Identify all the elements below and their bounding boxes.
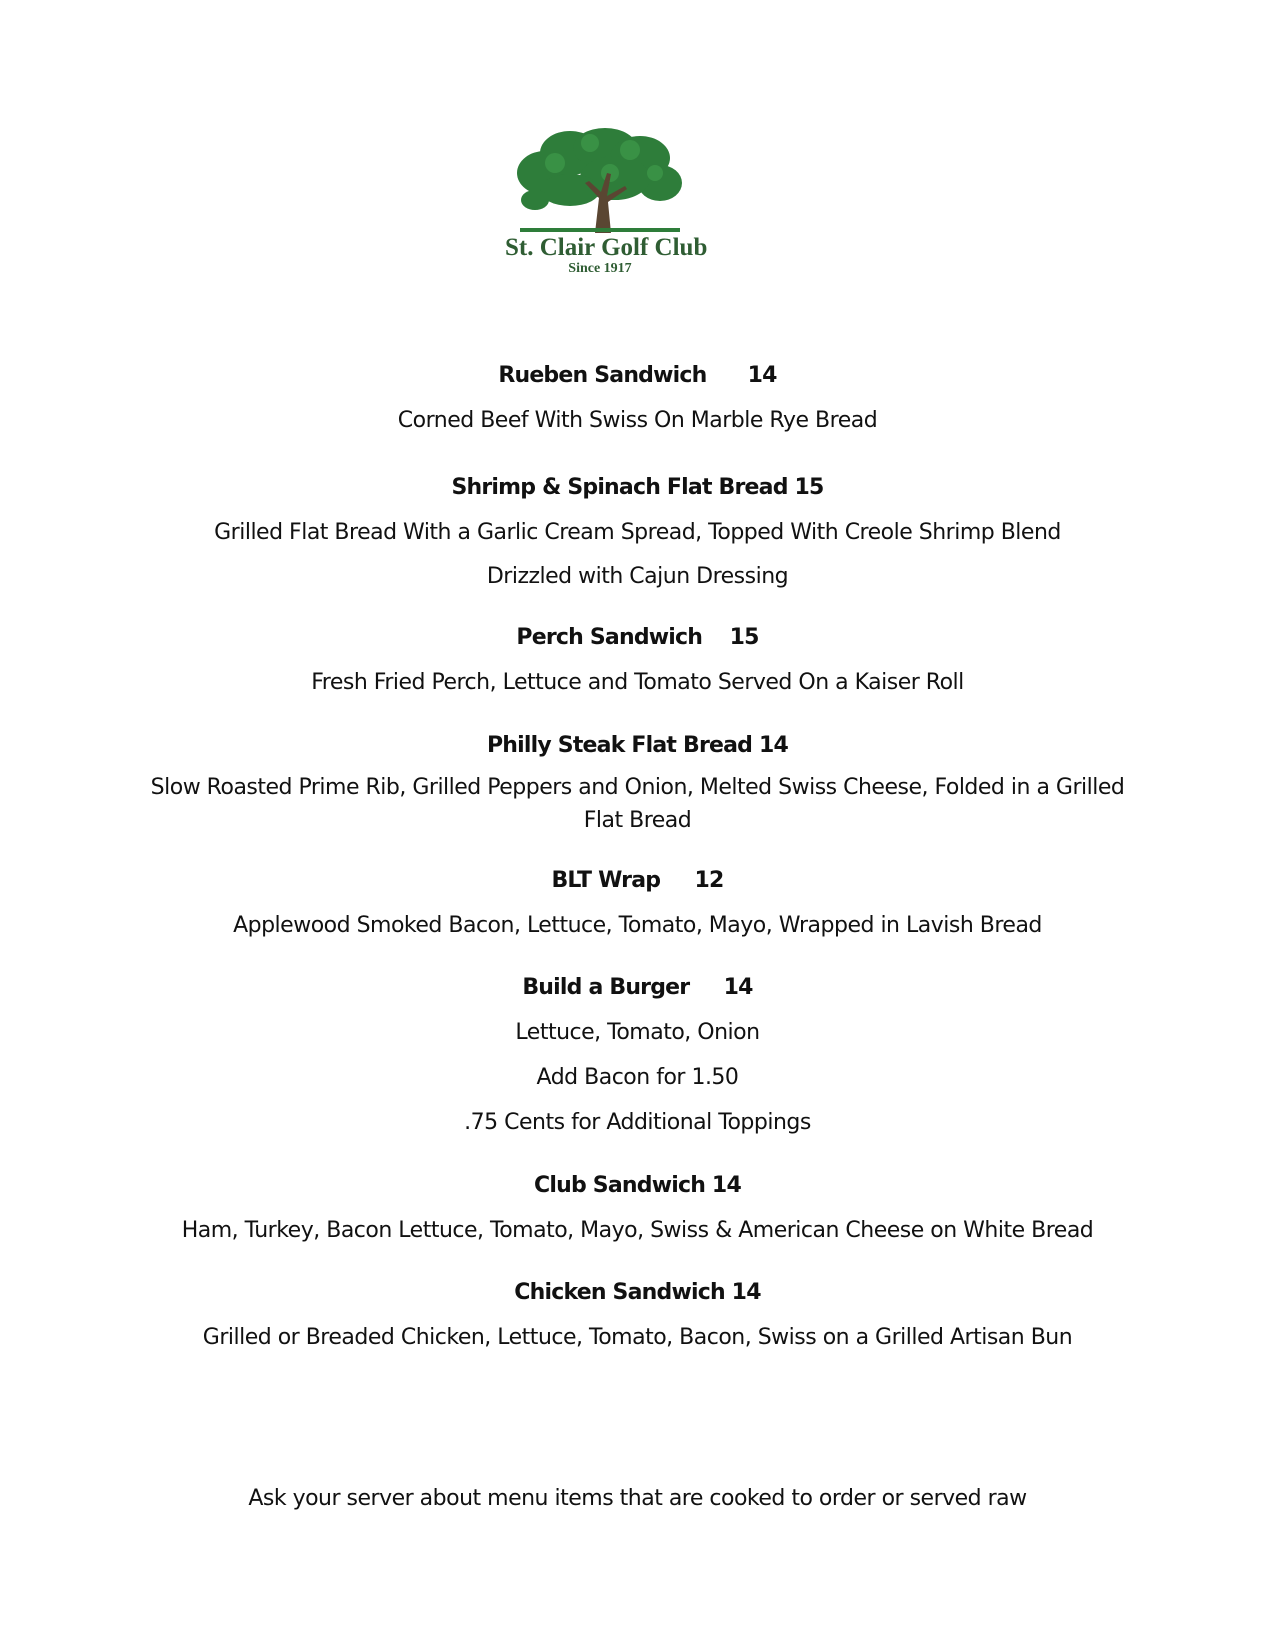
menu-item [0, 733, 1275, 837]
menu-item-description: Drizzled with Cajun Dressing [486, 564, 789, 589]
menu-item [0, 1173, 1275, 1244]
menu-item [0, 1280, 1275, 1351]
menu-item-title: Philly Steak Flat Bread 14 [486, 733, 789, 758]
menu-item-title: Shrimp & Spinach Flat Bread 15 [451, 475, 824, 500]
menu-item-description: Corned Beef With Swiss On Marble Rye Bread [397, 408, 878, 433]
menu-item-title: BLT Wrap 12 [551, 868, 724, 893]
menu-item-title: Club Sandwich 14 [534, 1173, 741, 1198]
club-name: St. Clair Golf Club [505, 234, 708, 261]
menu-item-description: Lettuce, Tomato, Onion [515, 1020, 760, 1045]
club-since: Since 1917 [568, 261, 632, 276]
menu-item-title: Build a Burger 14 [522, 975, 753, 1000]
menu-item-description: Applewood Smoked Bacon, Lettuce, Tomato, Mayo, Wrapped in Lavish Bread [233, 913, 1042, 938]
menu-item [0, 975, 1275, 1136]
menu-item [0, 475, 1275, 590]
menu-item-description: Fresh Fried Perch, Lettuce and Tomato Served On a Kaiser Roll [311, 670, 964, 695]
menu-item-description: Grilled or Breaded Chicken, Lettuce, Tomato, Bacon, Swiss on a Grilled Artisan Bun [202, 1325, 1073, 1350]
tree-icon [515, 128, 685, 233]
menu-item-description: Slow Roasted Prime Rib, Grilled Peppers and Onion, Melted Swiss Cheese, Folded in a Grilled Flat Bread [150, 775, 1125, 833]
menu-item [0, 363, 1275, 434]
menu-list [0, 363, 1275, 1351]
menu-item-description: Add Bacon for 1.50 [536, 1065, 739, 1090]
menu-item [0, 625, 1275, 696]
menu-item [0, 868, 1275, 939]
club-logo [505, 128, 708, 298]
menu-item-title: Rueben Sandwich 14 [498, 363, 777, 388]
menu-item-description: Ham, Turkey, Bacon Lettuce, Tomato, Mayo, Swiss & American Cheese on White Bread [181, 1218, 1094, 1243]
footer-note: Ask your server about menu items that are cooked to order or served raw [248, 1486, 1027, 1511]
menu-item-description: Grilled Flat Bread With a Garlic Cream Spread, Topped With Creole Shrimp Blend [214, 520, 1061, 545]
menu-item-description: .75 Cents for Additional Toppings [464, 1110, 811, 1135]
menu-item-title: Perch Sandwich 15 [516, 625, 759, 650]
menu-item-title: Chicken Sandwich 14 [514, 1280, 761, 1305]
